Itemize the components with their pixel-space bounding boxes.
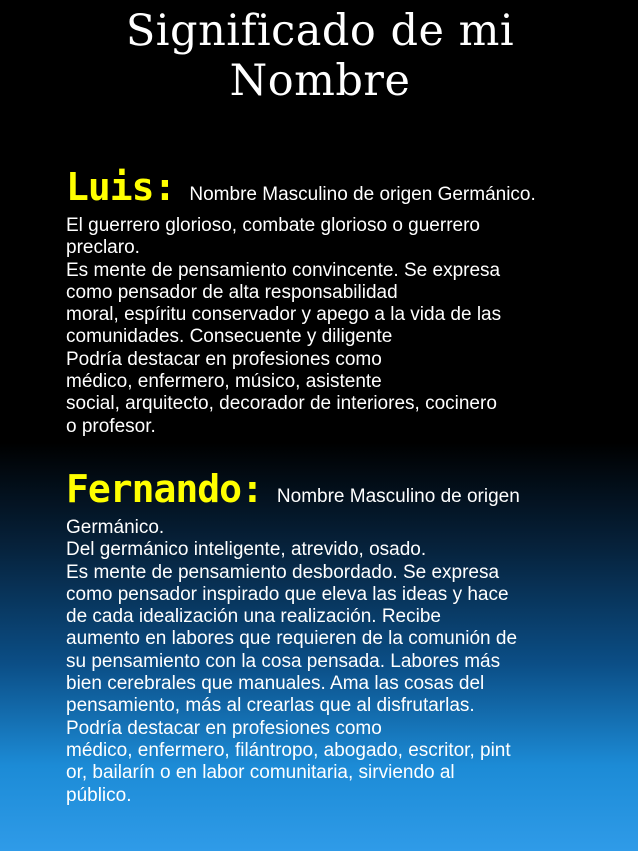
luis-line: como pensador de alta responsabilidad (66, 281, 398, 303)
fernando-line: como pensador inspirado que eleva las ideas y hace (66, 583, 509, 605)
slide-title-line-1: Significado de mi (125, 6, 515, 56)
fernando-line: pensamiento, más al crearlas que al disfrutarlas. (66, 695, 475, 717)
luis-line: preclaro. (66, 237, 140, 259)
slide-title (60, 6, 580, 106)
luis-line: o profesor. (66, 415, 156, 437)
slide-title-line-2: Nombre (229, 56, 411, 106)
fernando-line: aumento en labores que requieren de la comunión de (66, 628, 518, 650)
fernando-line: su pensamiento con la cosa pensada. Labores más (66, 650, 501, 672)
luis-section (66, 165, 606, 438)
fernando-line: Del germánico inteligente, atrevido, osado. (66, 539, 427, 561)
luis-line: médico, enfermero, músico, asistente (66, 371, 382, 393)
fernando-line: Germánico. (66, 517, 165, 538)
luis-line: Podría destacar en profesiones como (66, 348, 382, 370)
fernando-line: Podría destacar en profesiones como (66, 717, 382, 739)
luis-line: Es mente de pensamiento convincente. Se expresa (66, 259, 501, 281)
fernando-heading-line (66, 467, 606, 517)
luis-line: El guerrero glorioso, combate glorioso o guerrero (66, 215, 480, 236)
fernando-line: público. (66, 784, 132, 806)
luis-name-heading: Luis: (66, 165, 176, 209)
fernando-line: médico, enfermero, filántropo, abogado, escritor, pint (66, 739, 511, 761)
fernando-line: de cada idealización una realización. Recibe (66, 606, 441, 628)
fernando-line: or, bailarín o en labor comunitaria, sirviendo al (66, 762, 455, 784)
luis-heading-line (66, 165, 606, 215)
luis-intro: Nombre Masculino de origen Germánico. (189, 184, 536, 205)
fernando-line: Es mente de pensamiento desbordado. Se expresa (66, 561, 500, 583)
fernando-name-heading: Fernando: (66, 467, 263, 511)
fernando-section (66, 467, 606, 807)
fernando-line: bien cerebrales que manuales. Ama las cosas del (66, 673, 485, 695)
luis-line: social, arquitecto, decorador de interiores, cocinero (66, 393, 497, 415)
luis-line: comunidades. Consecuente y diligente (66, 326, 393, 348)
luis-line: moral, espíritu conservador y apego a la vida de las (66, 304, 502, 326)
fernando-intro: Nombre Masculino de origen (276, 486, 520, 507)
